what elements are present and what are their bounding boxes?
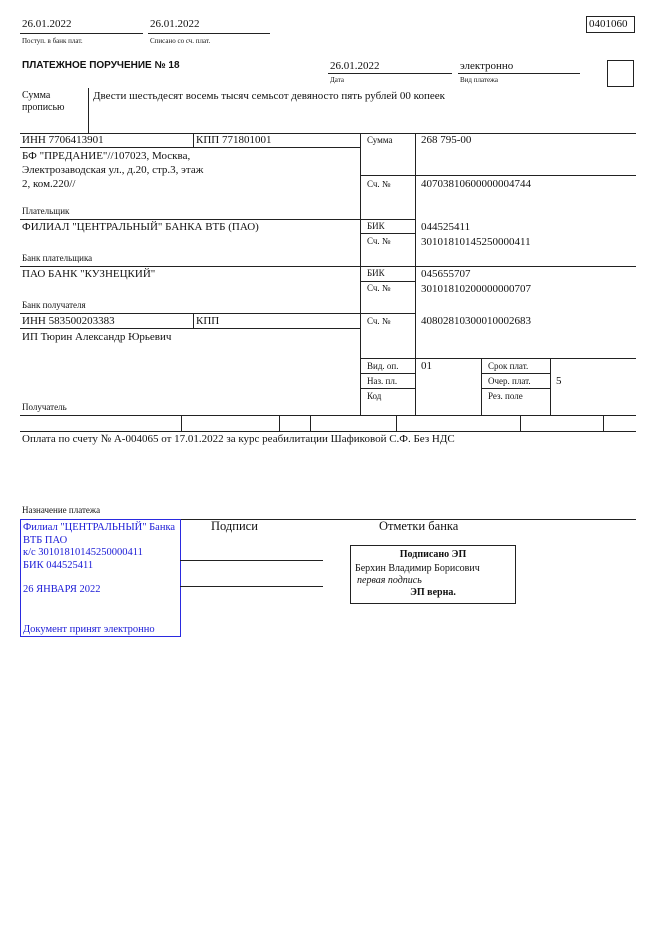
payee-kpp: КПП: [196, 315, 220, 327]
stamp-line: ВТБ ПАО: [23, 535, 68, 546]
date-label: Дата: [330, 76, 344, 84]
payer-account: 40703810600000004744: [421, 178, 531, 190]
payee-bank-account-label: Сч. №: [367, 283, 391, 293]
amount-words: Двести шестьдесят восемь тысяч семьсот девяносто пять рублей 00 копеек: [93, 90, 445, 102]
amount-words-label-1: Сумма: [22, 90, 51, 101]
payee-inn: ИНН 583500203383: [22, 315, 115, 327]
payer-inn: ИНН 7706413901: [22, 134, 104, 146]
stamp-line: Филиал "ЦЕНТРАЛЬНЫЙ" Банка: [23, 522, 176, 533]
stamp-line: к/с 30101810145250000411: [23, 547, 143, 558]
priority: 5: [556, 375, 562, 387]
debited-label: Списано со сч. плат.: [150, 37, 211, 45]
payer-name-line: Электрозаводская ул., д.20, стр.3, этаж: [22, 164, 204, 176]
payer-account-label: Сч. №: [367, 179, 391, 189]
payer-bank-bik: 044525411: [421, 221, 471, 233]
payer-bank-account-label: Сч. №: [367, 236, 391, 246]
payee-bank-bik: 045655707: [421, 268, 471, 280]
reserve-label: Рез. поле: [488, 391, 523, 401]
signer-role: первая подпись: [357, 575, 422, 586]
payee-bank-name: ПАО БАНК "КУЗНЕЦКИЙ": [22, 268, 156, 280]
payee-name: ИП Тюрин Александр Юрьевич: [22, 331, 172, 343]
received-label: Поступ. в банк плат.: [22, 37, 83, 45]
received-date: 26.01.2022: [22, 18, 72, 30]
priority-label: Очер. плат.: [488, 376, 531, 386]
signatures-label: Подписи: [211, 519, 258, 533]
payee-account: 40802810300010002683: [421, 315, 531, 327]
purpose-label: Назначение платежа: [22, 505, 101, 515]
payer-name-line: БФ "ПРЕДАНИЕ"//107023, Москва,: [22, 150, 191, 162]
stamp-line: БИК 044525411: [23, 560, 94, 571]
form-code: 0401060: [589, 18, 628, 30]
signer-name: Берхин Владимир Борисович: [355, 563, 480, 574]
payee-label: Получатель: [22, 402, 67, 412]
due-label: Срок плат.: [488, 361, 529, 371]
payer-kpp: КПП 771801001: [196, 134, 272, 146]
order-date: 26.01.2022: [330, 60, 380, 72]
signature-verified: ЭП верна.: [410, 587, 456, 598]
stamp-date: 26 ЯНВАРЯ 2022: [23, 584, 101, 595]
sum-label: Сумма: [367, 135, 393, 145]
signature-line: [180, 560, 323, 561]
sum-value: 268 795-00: [421, 134, 472, 146]
payer-bank-account: 30101810145250000411: [421, 236, 531, 248]
payee-account-label: Сч. №: [367, 316, 391, 326]
payer-name-line: 2, ком.220//: [22, 178, 76, 190]
purpose-code-label: Наз. пл.: [367, 376, 398, 386]
stamp-accepted: Документ принят электронно: [23, 624, 155, 635]
signed-title: Подписано ЭП: [399, 549, 467, 560]
payee-bank-label: Банк получателя: [22, 300, 86, 310]
payer-bank-name: ФИЛИАЛ "ЦЕНТРАЛЬНЫЙ" БАНКА ВТБ (ПАО): [22, 221, 259, 233]
page-title: ПЛАТЕЖНОЕ ПОРУЧЕНИЕ № 18: [22, 60, 180, 71]
op-type: 01: [421, 360, 432, 372]
signature-line: [180, 586, 323, 587]
code-label: Код: [367, 391, 382, 401]
payer-bank-label: Банк плательщика: [22, 253, 93, 263]
payer-label: Плательщик: [22, 206, 70, 216]
payment-type-label: Вид платежа: [460, 76, 499, 84]
payee-bank-account: 30101810200000000707: [421, 283, 531, 295]
op-type-label: Вид. оп.: [367, 361, 399, 371]
empty-field-box: [607, 60, 634, 87]
payer-bank-bik-label: БИК: [367, 221, 385, 231]
purpose-text: Оплата по счету № А-004065 от 17.01.2022 за курс реабилитации Шафиковой С.Ф. Без НДС: [22, 433, 455, 445]
debited-date: 26.01.2022: [150, 18, 200, 30]
amount-words-label-2: прописью: [22, 102, 65, 113]
payment-type: электронно: [460, 60, 514, 72]
payee-bank-bik-label: БИК: [367, 268, 385, 278]
bank-marks-label: Отметки банка: [379, 519, 459, 533]
